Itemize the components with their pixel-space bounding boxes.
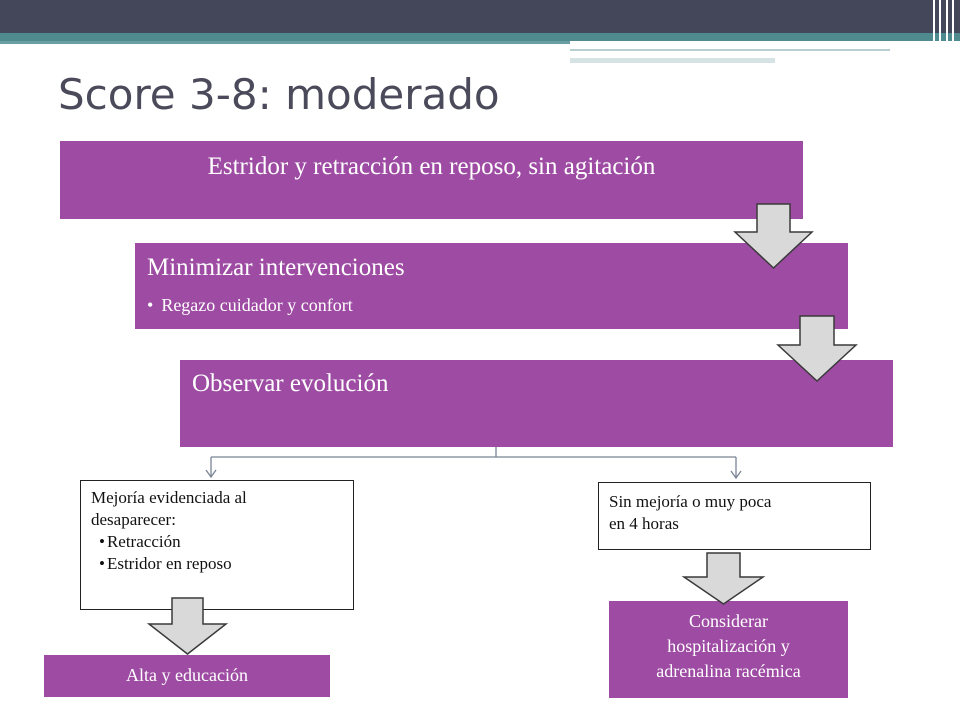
down-arrow-icon	[684, 553, 763, 604]
down-arrow-icon	[149, 598, 226, 654]
discharge-text: Alta y educación	[126, 665, 248, 685]
down-arrow-icon	[735, 204, 812, 268]
improvement-item: • Retracción	[99, 531, 343, 553]
hospitalization-line1: Considerar	[689, 611, 768, 631]
no-improvement-line1: Sin mejoría o muy poca	[609, 492, 772, 511]
improvement-intro-line2: desaparecer:	[91, 510, 176, 529]
improvement-intro-line1: Mejoría evidenciada al	[91, 488, 247, 507]
step-2-bullet: • Regazo cuidador y confort	[147, 295, 353, 315]
step-3-text: Observar evolución	[192, 370, 389, 397]
no-improvement-line2: en 4 horas	[609, 514, 679, 533]
hospitalization-line2: hospitalización y	[667, 636, 790, 656]
down-arrow-icon	[778, 316, 856, 381]
branch-connector	[206, 447, 741, 478]
hospitalization-line3: adrenalina racémica	[656, 661, 801, 681]
step-2-title: Minimizar intervenciones	[147, 254, 405, 281]
improvement-item: • Estridor en reposo	[99, 553, 343, 575]
step-2-bullet-text: Regazo cuidador y confort	[161, 295, 353, 315]
step-1-text: Estridor y retracción en reposo, sin agitación	[207, 153, 656, 180]
slide-title: Score 3-8: moderado	[58, 70, 500, 119]
